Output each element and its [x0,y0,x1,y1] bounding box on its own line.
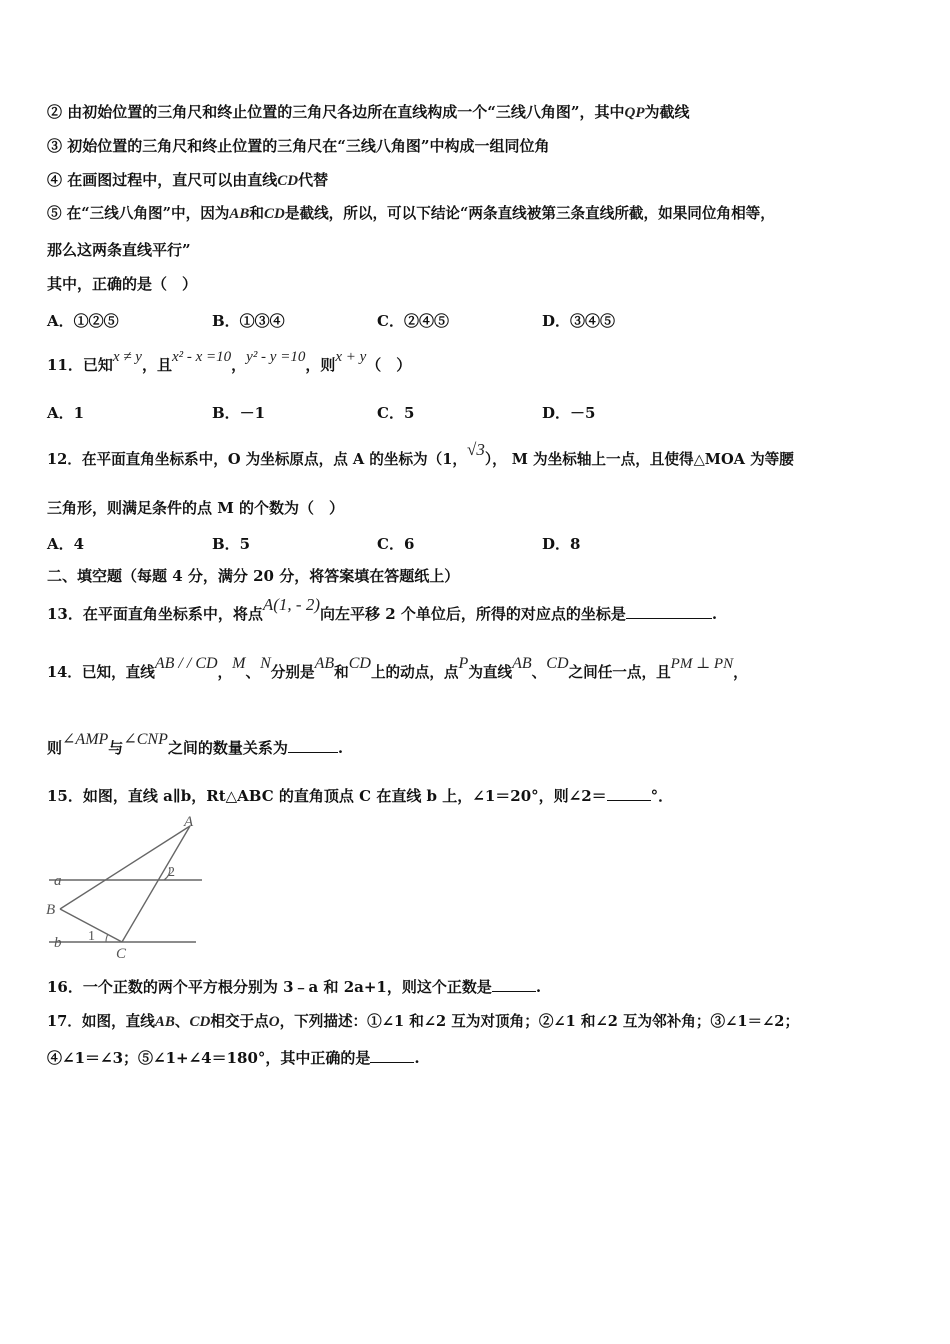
q10-statement-5-cont [47,240,910,260]
q11-t3: ，则 [305,356,336,374]
q11-num: 11．已知 [47,356,113,374]
angle-1-arc [106,934,108,942]
q11-math-3: y² - y =10 [246,349,306,365]
q14-b: ， [217,664,233,681]
q11-stem [47,349,910,376]
q10-statement-5 [47,204,910,224]
q10-s4-tail: 代替 [298,171,329,189]
q12-stem-cont [47,498,910,518]
q10-ask [47,274,910,294]
q14-f: 上的动点，点 [370,664,459,681]
q10-s5-math-cd: CD [264,206,285,222]
q12-c: 三角形，则满足条件的点 M 的个数为（ ） [47,499,345,517]
q14-math-4: AB [314,655,335,672]
q17-a: 17．如图，直线 [47,1013,155,1030]
q10-option-a: A．①②⑤ [47,312,119,330]
q14-math-11: ∠CNP [123,731,168,748]
q15-stem [47,786,910,806]
label-2: 2 [168,865,175,880]
q11-math-1: x ≠ y [112,349,142,365]
q12-option-c: C．6 [377,535,415,553]
q10-s4-text: ④ 在画图过程中，直尺可以由直线 [47,171,278,189]
section-2-heading [47,566,910,586]
q10-statement-3 [47,136,910,156]
q17-answer-blank[interactable] [370,1048,414,1063]
q10-s5-b: 和 [249,205,265,222]
q14-h: 、 [531,664,547,681]
q10-ask-text: 其中，正确的是（ ） [47,275,198,293]
label-b: b [54,935,62,951]
q10-s2-tail: 为截线 [644,103,690,121]
q10-s5-a: ⑤ 在“三线八角图”中，因为 [47,205,230,222]
q17-stem-cont [47,1048,910,1068]
q17-math-o: O [268,1014,280,1030]
q17-e: ④∠1＝∠3；⑤∠1+∠4＝180°，其中正确的是 [47,1049,371,1067]
q12-a: 12．在平面直角坐标系中，O 为坐标原点，点 A 的坐标为（1， [47,451,467,468]
label-C: C [116,946,127,962]
label-A: A [184,814,194,830]
q14-i: 之间任一点，且 [568,664,671,681]
q11-t4: （ ） [366,356,412,374]
q14-math-1: AB / / CD [154,655,218,672]
q14-math-8: CD [546,655,569,672]
q10-s5-c: 是截线，所以，可以下结论“两条直线被第三条直线所截，如果同位角相等， [284,205,775,222]
q11-option-b: B．－1 [212,404,266,422]
q14-math-5: CD [348,655,371,672]
q10-statement-2 [47,102,910,123]
q11-option-a: A．1 [47,404,85,422]
q12-math-sqrt3: √3 [467,440,485,459]
q16-answer-blank[interactable] [492,977,536,992]
q17-math-cd: CD [189,1014,211,1030]
q14-math-3: N [260,655,271,672]
q10-statement-4 [47,170,910,191]
q11-t1: ，且 [141,356,172,374]
side-ca [122,826,190,942]
q13-stem [47,595,910,624]
q17-d: ，下列描述：①∠1 和∠2 互为对顶角；②∠1 和∠2 互为邻补角；③∠1＝∠2； [279,1013,800,1030]
q14-c: 、 [245,664,261,681]
section-2-text: 二、填空题（每题 4 分，满分 20 分，将答案填在答题纸上） [47,567,460,585]
q14-e: 和 [334,664,349,681]
q16-end: . [535,978,542,996]
q12-stem [47,440,910,470]
q14-answer-blank[interactable] [288,738,338,753]
q15-end: °． [650,787,674,805]
q14-a: 14．已知，直线 [47,664,155,681]
q16-text: 16．一个正数的两个平方根分别为 3﹣a 和 2a+1，则这个正数是 [47,978,492,996]
q13-b: 向左平移 2 个单位后，所得的对应点的坐标是 [320,605,626,623]
q16-stem [47,977,910,997]
q11-t2: ， [231,356,247,374]
q13-a: 13．在平面直角坐标系中，将点 [47,605,263,623]
q10-option-b: B．①③④ [212,312,285,330]
label-1: 1 [88,929,95,944]
q14-math-9: PM ⊥ PN [670,656,734,672]
q12-option-b: B．5 [212,535,251,553]
q14-d: 分别是 [270,664,315,681]
q17-math-ab: AB [154,1014,175,1030]
q14-end: . [337,739,344,757]
q11-math-4: x + y [335,349,367,365]
q14-stem-cont [47,731,910,759]
q10-option-d: D．③④⑤ [542,312,616,330]
q11-math-2: x² - x =10 [171,349,232,365]
q14-stem [47,655,910,683]
q14-math-10: ∠AMP [62,731,109,748]
q10-s3-text: ③ 初始位置的三角尺和终止位置的三角尺在“三线八角图”中构成一组同位角 [47,137,550,155]
q14-g: 为直线 [468,664,513,681]
q10-s2-text: ② 由初始位置的三角尺和终止位置的三角尺各边所在直线构成一个“三线八角图”，其中 [47,103,625,121]
q13-math-point: A(1, - 2) [262,595,321,614]
q10-s2-math: QP [624,105,645,121]
q13-end: . [711,605,718,623]
q10-s5-d: 那么这两条直线平行” [47,241,191,259]
q14-j: ， [733,664,748,681]
q17-stem [47,1012,910,1032]
q14-math-2: M [232,655,246,672]
q17-b: 、 [174,1013,190,1030]
q12-b: ）， M 为坐标轴上一点，且使得△MOA 为等腰 [484,451,794,468]
q17-c: 相交于点 [210,1013,269,1030]
q11-option-d: D．－5 [542,404,596,422]
q10-s5-math-ab: AB [229,206,250,222]
label-B: B [46,902,56,918]
q15-figure [44,812,209,962]
q15-text: 15．如图，直线 a∥b，Rt△ABC 的直角顶点 C 在直线 b 上，∠1＝20°，则∠2＝ [47,787,607,805]
q12-option-d: D．8 [542,535,581,553]
q14-l: 与 [108,739,124,757]
q10-s4-math: CD [277,173,299,189]
label-a: a [54,873,62,889]
q17-end: . [414,1049,420,1067]
q14-m: 之间的数量关系为 [167,739,288,757]
q12-option-a: A．4 [47,535,85,553]
q11-option-c: C．5 [377,404,415,422]
q14-math-7: AB [512,655,532,672]
q10-option-c: C．②④⑤ [377,312,449,330]
q14-k: 则 [47,739,63,757]
q13-answer-blank[interactable] [626,604,712,619]
q14-math-6: P [458,655,469,672]
q15-answer-blank[interactable] [607,786,651,801]
